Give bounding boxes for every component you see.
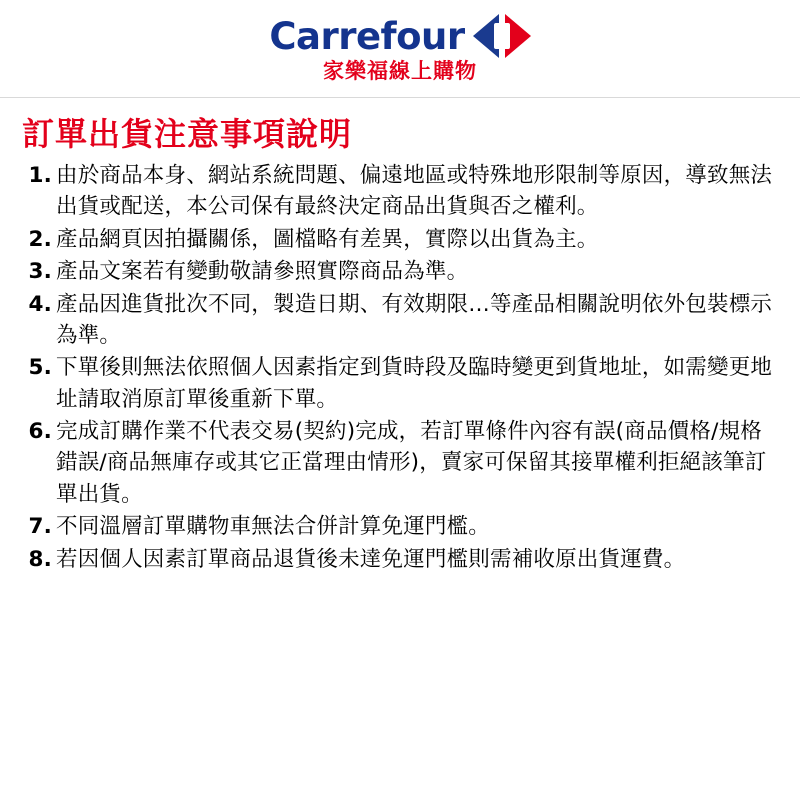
list-item: 完成訂購作業不代表交易(契約)完成，若訂單條件內容有誤(商品價格/規格錯誤/商品無庫存或其它正當理由情形)，賣家可保留其接單權利拒絕該筆訂單出貨。: [56, 419, 767, 507]
brand-logo: [269, 14, 530, 58]
logo-center-notch: [494, 23, 510, 49]
document-content: [0, 98, 800, 575]
list-item: 產品網頁因拍攝關係，圖檔略有差異，實際以出貨為主。: [56, 226, 599, 252]
list-item: 產品文案若有變動敬請參照實際商品為準。: [56, 259, 469, 285]
site-header: [0, 0, 800, 98]
list-item: 產品因進貨批次不同，製造日期、有效期限…等產品相關說明依外包裝標示為準。: [56, 291, 773, 348]
list-item: 不同溫層訂單購物車無法合併計算免運門檻。: [56, 514, 491, 540]
list-item: 由於商品本身、網站系統問題、偏遠地區或特殊地形限制等原因，導致無法出貨或配送，本公司保有最終決定商品出貨與否之權利。: [56, 163, 773, 220]
header-divider: [0, 97, 800, 98]
carrefour-logo-icon: [473, 14, 531, 58]
page-title: 訂單出貨注意事項說明: [22, 115, 353, 154]
list-item: 下單後則無法依照個人因素指定到貨時段及臨時變更到貨地址，如需變更地址請取消原訂單後重新下單。: [56, 355, 773, 412]
brand-wordmark: Carrefour: [269, 14, 465, 58]
brand-subtitle: 家樂福線上購物: [323, 59, 477, 83]
notes-list: [22, 160, 778, 575]
list-item: 若因個人因素訂單商品退貨後未達免運門檻則需補收原出貨運費。: [56, 546, 686, 572]
